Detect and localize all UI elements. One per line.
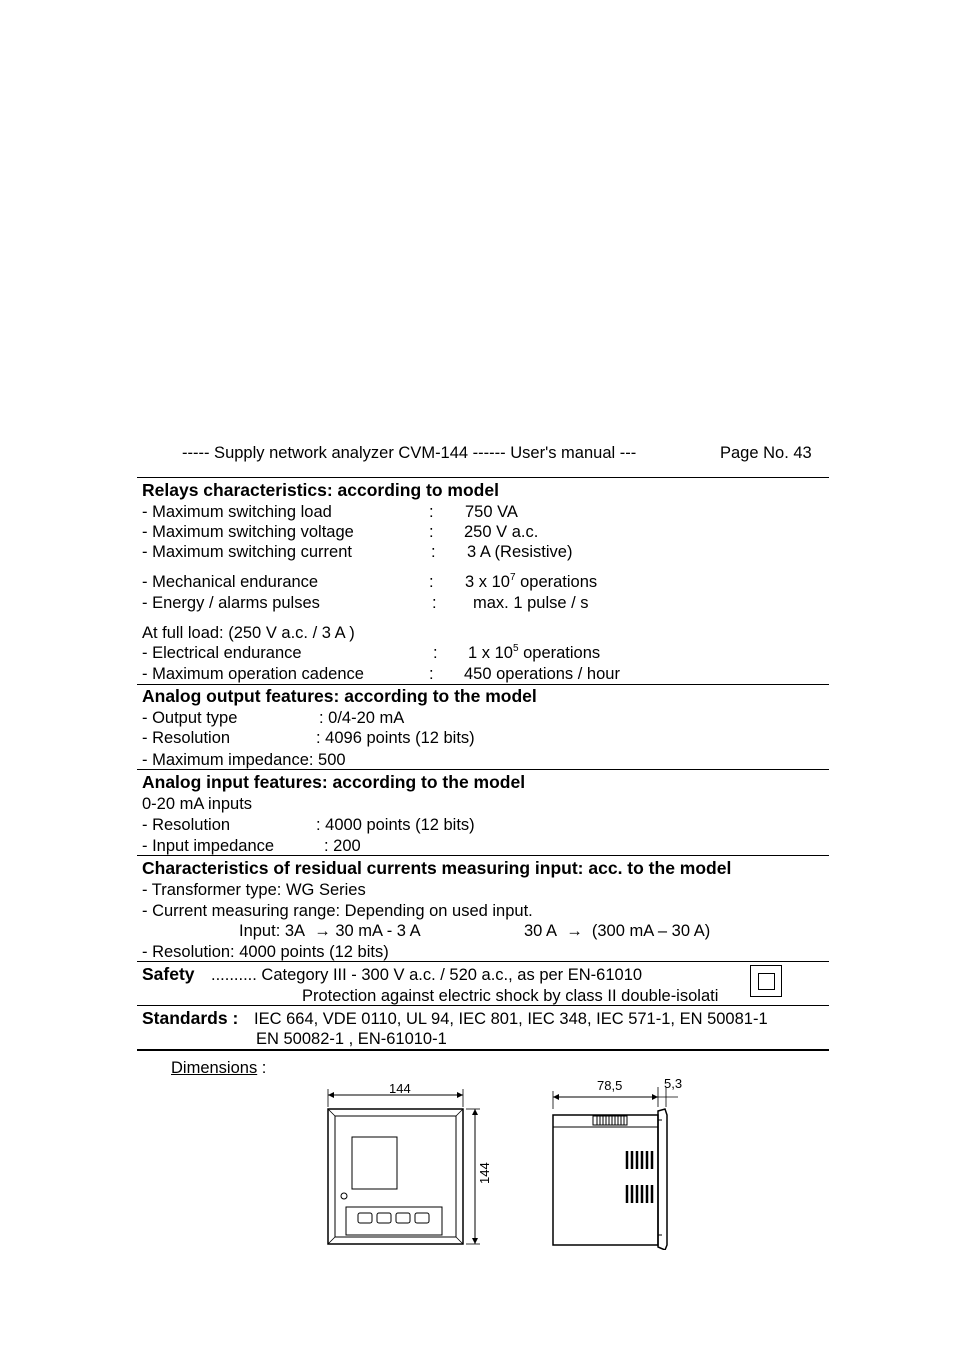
mechanical-endurance-value: 3 x $10^7$ operations (465, 572, 598, 591)
analog-inputs-type: 0-20 mA inputs (142, 795, 253, 813)
relays-heading: Relays characteristics: according to model (142, 480, 499, 500)
page-number: Page No. 43 (720, 444, 812, 462)
relay-row-sep: : (429, 523, 434, 541)
mechanical-endurance-sep: : (429, 573, 434, 591)
relay-row-label: - Maximum switching load (142, 503, 332, 521)
relay-row-label: - Maximum switching voltage (142, 523, 354, 541)
front-view-drawing (320, 1075, 500, 1250)
section-divider (137, 855, 829, 856)
side-depth-label: 78,5 (597, 1078, 623, 1093)
energy-pulses-sep: : (432, 594, 437, 612)
safety-label: Safety (142, 964, 195, 984)
electrical-endurance-value: 1 x $10^5$ operations (468, 643, 601, 662)
output-resolution-label: - Resolution (142, 729, 231, 747)
document-header-title: ----- Supply network analyzer CVM-144 ------ User's manual --- (182, 444, 637, 462)
input-impedance-value: : 200 (324, 837, 361, 855)
input-resolution-value: : 4000 points (12 bits) (316, 816, 475, 834)
mechanical-endurance-label: - Mechanical endurance (142, 573, 319, 591)
standards-line-1: IEC 664, VDE 0110, UL 94, IEC 801, IEC 348, IEC 571-1, EN 50081-1 (254, 1010, 768, 1028)
analog-input-heading: Analog input features: according to the model (142, 772, 526, 792)
front-width-label: 144 (389, 1081, 411, 1096)
header-divider (137, 477, 829, 478)
standards-label: Standards : (142, 1008, 239, 1028)
input-range-a: Input: 3A → 30 mA - 3 A (239, 922, 421, 940)
full-load-label: At full load: (250 V a.c. / 3 A ) (142, 624, 355, 642)
relay-row-value: 250 V a.c. (464, 523, 539, 541)
input-range-b: 30 A → (300 mA – 30 A) (524, 922, 711, 940)
arrow-right-icon: → (314, 922, 331, 940)
relay-row-sep: : (431, 543, 436, 561)
electrical-endurance-label: - Electrical endurance (142, 644, 302, 662)
dimensions-label: Dimensions : (171, 1059, 267, 1077)
side-view-drawing (545, 1075, 690, 1250)
output-impedance: - Maximum impedance: 500 (142, 751, 346, 769)
energy-pulses-value: max. 1 pulse / s (473, 594, 589, 612)
input-resolution-label: - Resolution (142, 816, 231, 834)
output-type-label: - Output type (142, 709, 238, 727)
cadence-value: 450 operations / hour (464, 665, 620, 683)
output-type-value: : 0/4-20 mA (319, 709, 405, 727)
safety-protection: Protection against electric shock by class II double-isolati (302, 987, 719, 1005)
arrow-right-icon: → (566, 922, 583, 940)
side-flange-label: 5,3 (664, 1076, 683, 1091)
relay-row-value: 750 VA (465, 503, 518, 521)
analog-output-heading: Analog output features: according to the model (142, 686, 537, 706)
section-divider (137, 1049, 829, 1051)
energy-pulses-label: - Energy / alarms pulses (142, 594, 320, 612)
residual-resolution: - Resolution: 4000 points (12 bits) (142, 943, 389, 961)
cadence-label: - Maximum operation cadence (142, 665, 364, 683)
relay-row-label: - Maximum switching current (142, 543, 352, 561)
transformer-type: - Transformer type: WG Series (142, 881, 366, 899)
measuring-range: - Current measuring range: Depending on used input. (142, 902, 533, 920)
section-divider (137, 961, 829, 962)
section-divider (137, 769, 829, 770)
standards-line-2: EN 50082-1 , EN-61010-1 (256, 1030, 447, 1048)
electrical-endurance-sep: : (433, 644, 438, 662)
section-divider (137, 1005, 829, 1006)
relay-row-value: 3 A (Resistive) (467, 543, 573, 561)
cadence-sep: : (429, 665, 434, 683)
residual-heading: Characteristics of residual currents measuring input: acc. to the model (142, 858, 732, 878)
section-divider (137, 684, 829, 685)
relay-row-sep: : (429, 503, 434, 521)
safety-category: .......... Category III - 300 V a.c. / 520 a.c., as per EN-61010 (211, 966, 643, 984)
double-insulation-icon (750, 965, 782, 997)
front-height-label: 144 (477, 1162, 492, 1184)
output-resolution-value: : 4096 points (12 bits) (316, 729, 475, 747)
input-impedance-label: - Input impedance (142, 837, 275, 855)
